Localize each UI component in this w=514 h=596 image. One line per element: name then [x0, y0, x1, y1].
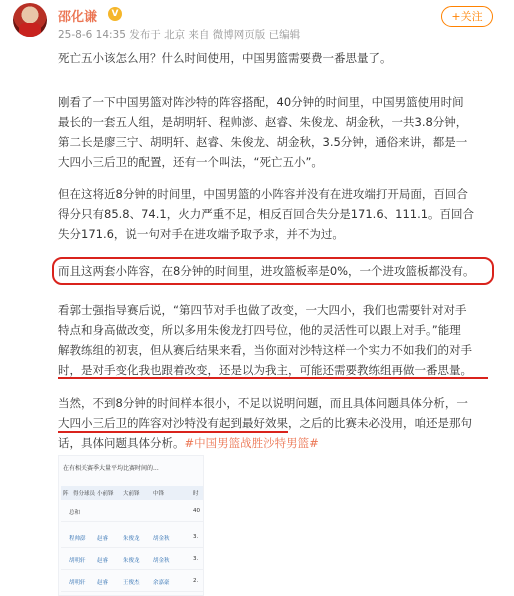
paragraph-6: 当然，不到8分钟的时间样本很小，不足以说明问题，而且具体问题具体分析，一 大四小三后卫的阵容对沙特没有起到最好效果，之后的比赛未必没用，咱还是那句 话，具体问题具体分析。#中国男篮战胜沙特男篮#	[58, 396, 472, 450]
attached-image[interactable]	[58, 455, 204, 596]
follow-button[interactable]: +关注	[441, 6, 493, 27]
paragraph-2: 刚看了一下中国男篮对阵沙特的阵容搭配，40分钟的时间里，中国男篮使用时间 最长的一套五人组，是胡明轩、程帅澎、赵睿、朱俊龙、胡金秋，一共3.8分钟， 第二长是廖三宁、胡明轩、赵睿、朱俊龙、胡金秋，3.5分钟，通俗来讲，都是一 大四小三后卫的配置，还有一个叫法，“死亡五小”。	[58, 95, 468, 169]
paragraph-4: 而且这两套小阵容，在8分钟的时间里，进攻篮板率是0%，一个进攻篮板都没有。	[58, 264, 475, 278]
table-row: 程帅澎 赵睿 朱俊龙 胡金秋 3.	[61, 528, 203, 548]
post-meta: 25-8-6 14:35 发布于 北京 来自 微博网页版 已编辑	[58, 29, 301, 41]
avatar[interactable]	[13, 3, 47, 37]
verified-badge-icon: V	[108, 7, 122, 21]
paragraph-3: 但在这将近8分钟的时间里，中国男篮的小阵容并没有在进攻端打开局面，百回合 得分只有85.8、74.1，火力严重不足，相反百回合失分是171.6、111.1。百回合 失分171.6，说一句对手在进攻端予取予求，并不为过。	[58, 187, 475, 241]
table-header: 阵 得分球员 小前锋 大前锋 中锋 时	[61, 486, 203, 500]
paragraph-5: 看郭士强指导赛后说，“第四节对手也做了改变，一大四小，我们也需要针对对手 特点和身高做改变，所以多用朱俊龙打四号位，他的灵活性可以跟上对手。”能理 解教练组的初衷，但从赛后结果来看，当你面对沙特这样一个实力不如我们的对手 时，是对手变化我也跟着改变，还是以为我主，可能还需要教练组再做一番思量。	[58, 303, 472, 377]
paragraph-1: 死亡五小该怎么用？什么时间使用，中国男篮需要费一番思量了。	[58, 51, 392, 65]
user-name[interactable]: 邵化谦	[58, 10, 98, 25]
table-row: 总和 40	[61, 502, 203, 522]
table-title: 在有相关赛季大量平均比赛时间的...	[63, 465, 159, 472]
underlined-phrase: 大四小三后卫的阵容对沙特没有起到最好效果	[58, 416, 288, 433]
table-row: 胡明轩 赵睿 朱俊龙 胡金秋 3.	[61, 550, 203, 570]
hashtag-link[interactable]: #中国男篮战胜沙特男篮#	[184, 436, 319, 450]
table-row: 胡明轩 赵睿 王俊杰 余嘉豪 2.	[61, 572, 203, 592]
highlight-underline	[58, 377, 488, 379]
